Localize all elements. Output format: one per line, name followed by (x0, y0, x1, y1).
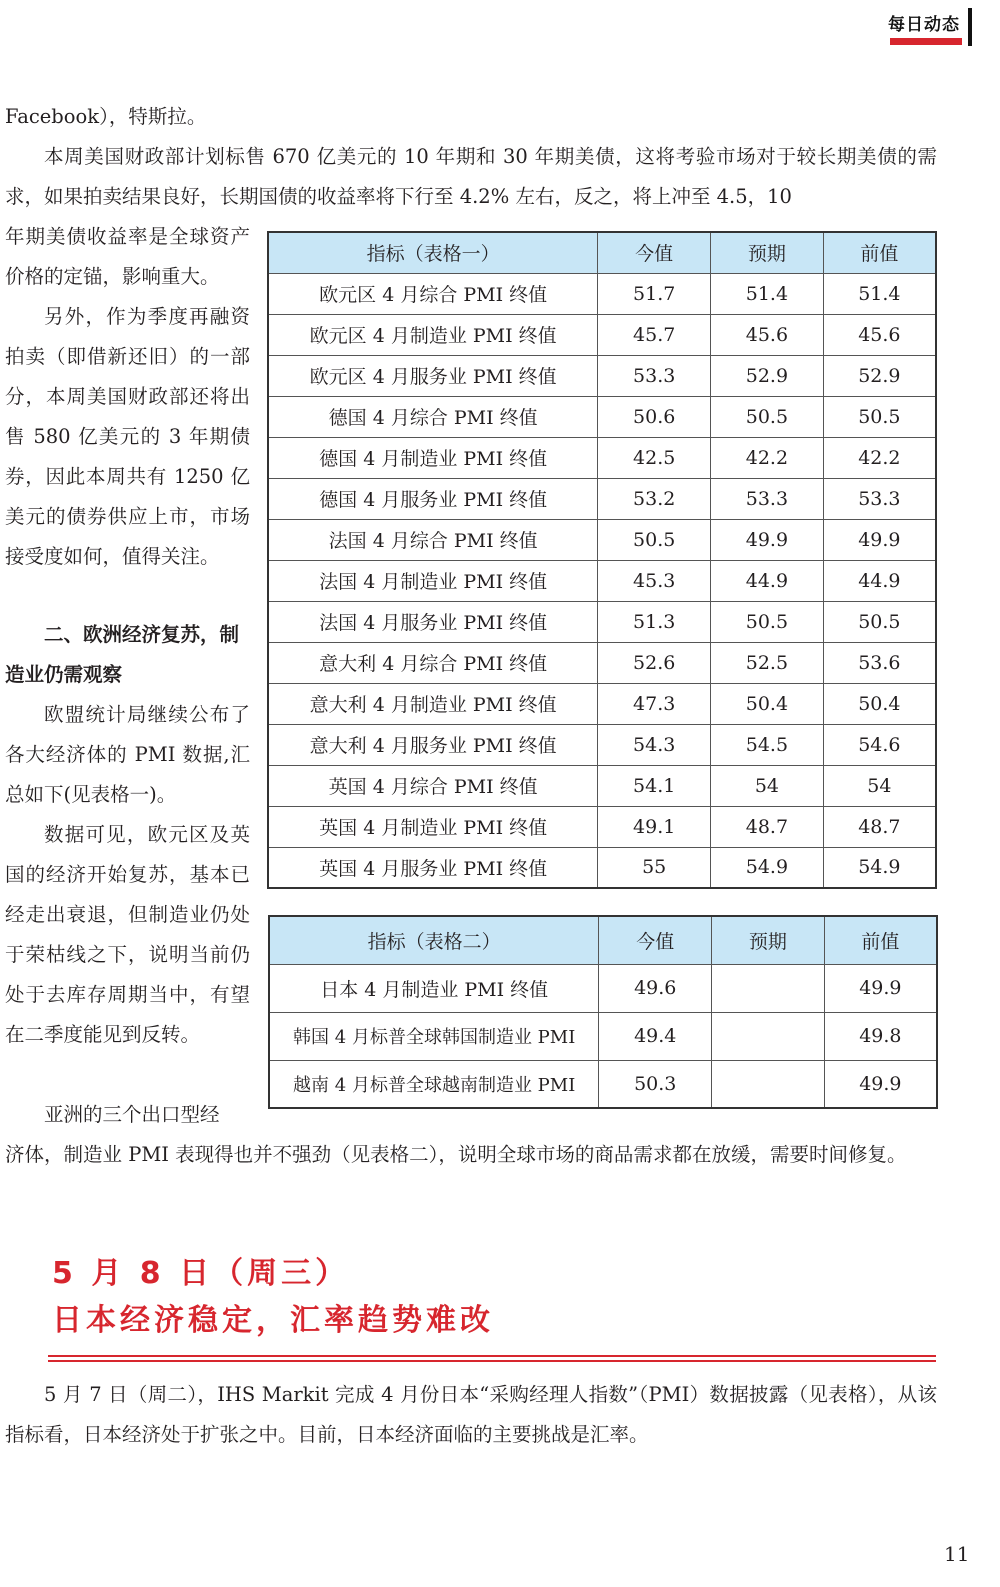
table-row (268, 847, 936, 888)
cell-indicator: 法国 4 月综合 PMI 终值 (268, 519, 598, 560)
cell-indicator: 越南 4 月标普全球越南制造业 PMI (269, 1060, 599, 1108)
cell-actual: 53.2 (598, 478, 711, 519)
cell-previous: 51.4 (823, 273, 936, 314)
cell-previous: 52.9 (823, 355, 936, 396)
cell-indicator: 意大利 4 月综合 PMI 终值 (268, 642, 598, 683)
paragraph-eurostat: 欧盟统计局继续公布了各大经济体的 PMI 数据,汇总如下(见表格一)。 (5, 703, 250, 806)
paragraph-refinancing: 另外，作为季度再融资拍卖（即借新还旧）的一部分，本周美国财政部还将出售 580 亿美元的 3 年期债券，因此本周共有 1250 亿美元的债券供应上市，市场接受度如何，值得关注。 (5, 305, 250, 568)
cell-actual: 42.5 (598, 437, 711, 478)
cell-previous: 53.6 (823, 642, 936, 683)
cell-indicator: 德国 4 月服务业 PMI 终值 (268, 478, 598, 519)
cell-previous: 49.8 (824, 1012, 937, 1060)
cell-previous: 53.3 (823, 478, 936, 519)
cell-previous: 44.9 (823, 560, 936, 601)
section-title-heading: 日本经济稳定，汇率趋势难改 (52, 1303, 494, 1338)
cell-actual: 54.3 (598, 724, 711, 765)
cell-previous: 54.6 (823, 724, 936, 765)
cell-actual: 49.6 (599, 964, 712, 1012)
header-actual: 今值 (598, 232, 711, 273)
cell-actual: 50.3 (599, 1060, 712, 1108)
cell-previous: 54 (823, 765, 936, 806)
paragraph-asia-rest: 济体，制造业 PMI 表现得也并不强劲（见表格二），说明全球市场的商品需求都在放缓，需要时间修复。 (5, 1143, 907, 1166)
cell-actual: 47.3 (598, 683, 711, 724)
cell-previous: 49.9 (824, 1060, 937, 1108)
cell-forecast (712, 964, 825, 1012)
table-row (268, 396, 936, 437)
cell-forecast: 45.6 (711, 314, 824, 355)
cell-indicator: 日本 4 月制造业 PMI 终值 (269, 964, 599, 1012)
table-row (268, 765, 936, 806)
cell-forecast: 50.5 (711, 601, 824, 642)
header-tag: 每日动态 (888, 15, 960, 35)
section-heading-europe: 二、欧洲经济复苏，制造业仍需观察 (5, 623, 240, 686)
cell-forecast (712, 1060, 825, 1108)
table-row (269, 1012, 937, 1060)
cell-indicator: 德国 4 月综合 PMI 终值 (268, 396, 598, 437)
header-vertical-line (968, 8, 972, 46)
header-forecast: 预期 (711, 232, 824, 273)
header-forecast: 预期 (712, 916, 825, 964)
cell-indicator: 法国 4 月制造业 PMI 终值 (268, 560, 598, 601)
cell-actual: 51.3 (598, 601, 711, 642)
cell-actual: 50.5 (598, 519, 711, 560)
cell-previous: 50.4 (823, 683, 936, 724)
cell-actual: 50.6 (598, 396, 711, 437)
paragraph-recovery: 数据可见，欧元区及英国的经济开始复苏，基本已经走出衰退，但制造业仍处于荣枯线之下，说明当前仍处于去库存周期当中，有望在二季度能见到反转。 (5, 823, 250, 1046)
cell-forecast: 50.5 (711, 396, 824, 437)
cell-previous: 49.9 (823, 519, 936, 560)
page-number: 11 (944, 1542, 970, 1566)
table-row (268, 601, 936, 642)
cell-previous: 42.2 (823, 437, 936, 478)
cell-indicator: 英国 4 月综合 PMI 终值 (268, 765, 598, 806)
cell-forecast: 50.4 (711, 683, 824, 724)
table-header-row (268, 232, 936, 273)
table-row (268, 724, 936, 765)
cell-indicator: 欧元区 4 月制造业 PMI 终值 (268, 314, 598, 355)
cell-forecast (712, 1012, 825, 1060)
table-row (269, 964, 937, 1012)
paragraph-japan-pmi: 5 月 7 日（周二），IHS Markit 完成 4 月份日本“采购经理人指数”（PMI）数据披露（见表格），从该指标看，日本经济处于扩张之中。目前，日本经济面临的主要挑战是汇率。 (5, 1383, 937, 1446)
cell-actual: 49.4 (599, 1012, 712, 1060)
cell-actual: 54.1 (598, 765, 711, 806)
table-row (268, 437, 936, 478)
cell-indicator: 韩国 4 月标普全球韩国制造业 PMI (269, 1012, 599, 1060)
header-actual: 今值 (599, 916, 712, 964)
table-row (268, 478, 936, 519)
cell-forecast: 42.2 (711, 437, 824, 478)
paragraph-continuation: Facebook），特斯拉。 (5, 105, 207, 128)
cell-actual: 52.6 (598, 642, 711, 683)
cell-indicator: 欧元区 4 月服务业 PMI 终值 (268, 355, 598, 396)
cell-indicator: 意大利 4 月制造业 PMI 终值 (268, 683, 598, 724)
cell-indicator: 英国 4 月制造业 PMI 终值 (268, 806, 598, 847)
header-indicator: 指标（表格二） (269, 916, 599, 964)
cell-previous: 48.7 (823, 806, 936, 847)
cell-actual: 49.1 (598, 806, 711, 847)
cell-indicator: 欧元区 4 月综合 PMI 终值 (268, 273, 598, 314)
cell-forecast: 54 (711, 765, 824, 806)
cell-indicator: 法国 4 月服务业 PMI 终值 (268, 601, 598, 642)
paragraph-asia-start: 亚洲的三个出口型经 (44, 1103, 220, 1126)
table-row (268, 560, 936, 601)
cell-indicator: 德国 4 月制造业 PMI 终值 (268, 437, 598, 478)
red-rule-top (48, 1355, 936, 1357)
pmi-table-two (268, 915, 938, 1109)
header-indicator: 指标（表格一） (268, 232, 598, 273)
cell-indicator: 英国 4 月服务业 PMI 终值 (268, 847, 598, 888)
cell-forecast: 54.9 (711, 847, 824, 888)
table-row (268, 355, 936, 396)
cell-actual: 53.3 (598, 355, 711, 396)
cell-previous: 54.9 (823, 847, 936, 888)
cell-forecast: 52.5 (711, 642, 824, 683)
paragraph-bond-anchor: 年期美债收益率是全球资产价格的定锚，影响重大。 (5, 225, 250, 288)
header-previous: 前值 (824, 916, 937, 964)
table-row (268, 314, 936, 355)
cell-previous: 50.5 (823, 601, 936, 642)
cell-forecast: 51.4 (711, 273, 824, 314)
header-red-bar (890, 38, 962, 45)
cell-previous: 50.5 (823, 396, 936, 437)
cell-forecast: 52.9 (711, 355, 824, 396)
cell-forecast: 54.5 (711, 724, 824, 765)
table-header-row (269, 916, 937, 964)
cell-actual: 45.3 (598, 560, 711, 601)
cell-actual: 45.7 (598, 314, 711, 355)
cell-forecast: 49.9 (711, 519, 824, 560)
table-row (268, 519, 936, 560)
table-row (268, 642, 936, 683)
header-previous: 前值 (823, 232, 936, 273)
table-row (268, 273, 936, 314)
cell-actual: 55 (598, 847, 711, 888)
pmi-table-one (267, 231, 937, 889)
table-row (268, 806, 936, 847)
cell-previous: 49.9 (824, 964, 937, 1012)
table-row (268, 683, 936, 724)
cell-indicator: 意大利 4 月服务业 PMI 终值 (268, 724, 598, 765)
cell-forecast: 48.7 (711, 806, 824, 847)
cell-previous: 45.6 (823, 314, 936, 355)
paragraph-bond-auction: 本周美国财政部计划标售 670 亿美元的 10 年期和 30 年期美债，这将考验市场对于较长期美债的需求，如果拍卖结果良好，长期国债的收益率将下行至 4.2% 左右，反之，将上冲至 4.5，10 (5, 145, 937, 208)
red-rule-bottom (48, 1360, 936, 1362)
cell-forecast: 53.3 (711, 478, 824, 519)
section-date-heading: 5 月 8 日（周三） (52, 1256, 350, 1291)
table-row (269, 1060, 937, 1108)
cell-forecast: 44.9 (711, 560, 824, 601)
cell-actual: 51.7 (598, 273, 711, 314)
